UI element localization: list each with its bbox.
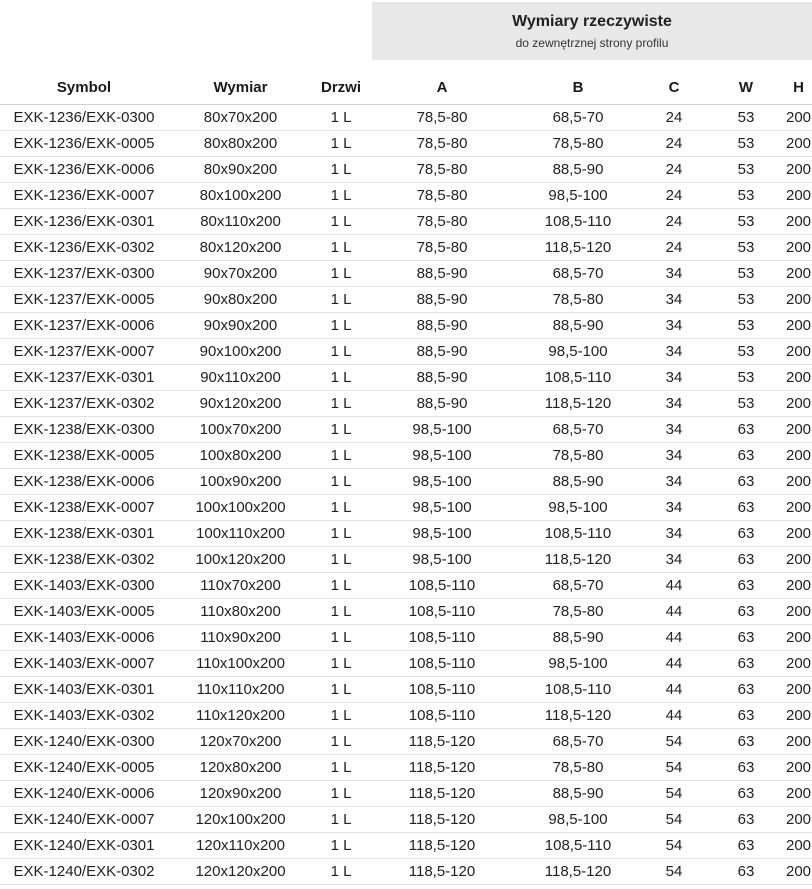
cell-w: 63 [707, 625, 785, 651]
cell-h: 200 [785, 625, 812, 651]
column-header-a: A [436, 78, 448, 96]
cell-c: 34 [641, 495, 707, 521]
cell-b: 118,5-120 [515, 703, 641, 729]
cell-h: 200 [785, 755, 812, 781]
cell-b: 98,5-100 [515, 339, 641, 365]
table-row [0, 703, 812, 729]
table-row [0, 469, 812, 495]
cell-c: 54 [641, 807, 707, 833]
table-row [0, 209, 812, 235]
cell-symbol: EXK-1238/EXK-0301 [0, 521, 168, 547]
cell-b: 68,5-70 [515, 729, 641, 755]
cell-w: 63 [707, 859, 785, 885]
cell-c: 44 [641, 599, 707, 625]
cell-b: 118,5-120 [515, 547, 641, 573]
cell-a: 78,5-80 [369, 131, 515, 157]
cell-a: 108,5-110 [369, 625, 515, 651]
cell-drzwi: 1 L [313, 521, 369, 547]
cell-a: 78,5-80 [369, 209, 515, 235]
cell-a: 118,5-120 [369, 781, 515, 807]
cell-c: 34 [641, 339, 707, 365]
cell-c: 34 [641, 443, 707, 469]
cell-a: 118,5-120 [369, 807, 515, 833]
cell-drzwi: 1 L [313, 287, 369, 313]
cell-wymiar: 110x80x200 [168, 599, 313, 625]
cell-h: 200 [785, 417, 812, 443]
cell-h: 200 [785, 183, 812, 209]
cell-symbol: EXK-1240/EXK-0300 [0, 729, 168, 755]
cell-h: 200 [785, 131, 812, 157]
cell-b: 98,5-100 [515, 807, 641, 833]
cell-b: 118,5-120 [515, 391, 641, 417]
cell-a: 88,5-90 [369, 391, 515, 417]
cell-wymiar: 110x120x200 [168, 703, 313, 729]
cell-c: 34 [641, 417, 707, 443]
cell-symbol: EXK-1236/EXK-0302 [0, 235, 168, 261]
cell-symbol: EXK-1238/EXK-0005 [0, 443, 168, 469]
cell-a: 98,5-100 [369, 469, 515, 495]
cell-w: 53 [707, 313, 785, 339]
cell-wymiar: 90x90x200 [168, 313, 313, 339]
column-header-w: W [738, 78, 754, 96]
column-header-wymiar: Wymiar [213, 78, 268, 96]
column-header-b: B [572, 78, 584, 96]
cell-b: 78,5-80 [515, 599, 641, 625]
cell-wymiar: 90x70x200 [168, 261, 313, 287]
cell-c: 44 [641, 703, 707, 729]
cell-c: 54 [641, 859, 707, 885]
cell-drzwi: 1 L [313, 131, 369, 157]
cell-wymiar: 100x90x200 [168, 469, 313, 495]
cell-symbol: EXK-1236/EXK-0300 [0, 105, 168, 131]
cell-a: 108,5-110 [369, 677, 515, 703]
cell-wymiar: 120x100x200 [168, 807, 313, 833]
cell-drzwi: 1 L [313, 703, 369, 729]
cell-c: 44 [641, 573, 707, 599]
cell-symbol: EXK-1240/EXK-0005 [0, 755, 168, 781]
cell-a: 118,5-120 [369, 833, 515, 859]
cell-a: 88,5-90 [369, 365, 515, 391]
table-row [0, 131, 812, 157]
table-row [0, 547, 812, 573]
table-row [0, 781, 812, 807]
cell-h: 200 [785, 521, 812, 547]
cell-wymiar: 120x70x200 [168, 729, 313, 755]
cell-h: 200 [785, 573, 812, 599]
cell-w: 53 [707, 209, 785, 235]
cell-wymiar: 120x110x200 [168, 833, 313, 859]
dimensions-subtitle: do zewnętrznej strony profilu [515, 36, 669, 50]
cell-drzwi: 1 L [313, 677, 369, 703]
cell-c: 34 [641, 469, 707, 495]
table-row [0, 183, 812, 209]
cell-h: 200 [785, 235, 812, 261]
cell-drzwi: 1 L [313, 391, 369, 417]
cell-a: 118,5-120 [369, 729, 515, 755]
cell-c: 34 [641, 391, 707, 417]
cell-w: 53 [707, 365, 785, 391]
cell-w: 63 [707, 443, 785, 469]
cell-a: 88,5-90 [369, 287, 515, 313]
cell-h: 200 [785, 287, 812, 313]
cell-b: 88,5-90 [515, 157, 641, 183]
cell-c: 34 [641, 521, 707, 547]
cell-w: 63 [707, 729, 785, 755]
cell-wymiar: 100x70x200 [168, 417, 313, 443]
cell-h: 200 [785, 703, 812, 729]
cell-wymiar: 80x70x200 [168, 105, 313, 131]
cell-drzwi: 1 L [313, 209, 369, 235]
cell-symbol: EXK-1237/EXK-0005 [0, 287, 168, 313]
cell-drzwi: 1 L [313, 495, 369, 521]
table-row [0, 755, 812, 781]
cell-c: 24 [641, 183, 707, 209]
cell-symbol: EXK-1238/EXK-0007 [0, 495, 168, 521]
cell-h: 200 [785, 833, 812, 859]
cell-symbol: EXK-1237/EXK-0300 [0, 261, 168, 287]
cell-w: 53 [707, 235, 785, 261]
cell-drzwi: 1 L [313, 547, 369, 573]
cell-h: 200 [785, 105, 812, 131]
cell-b: 118,5-120 [515, 235, 641, 261]
cell-symbol: EXK-1403/EXK-0301 [0, 677, 168, 703]
cell-c: 24 [641, 209, 707, 235]
cell-a: 108,5-110 [369, 651, 515, 677]
dimensions-title: Wymiary rzeczywiste [512, 13, 672, 30]
cell-wymiar: 120x120x200 [168, 859, 313, 885]
cell-wymiar: 100x110x200 [168, 521, 313, 547]
cell-wymiar: 110x90x200 [168, 625, 313, 651]
cell-symbol: EXK-1237/EXK-0302 [0, 391, 168, 417]
cell-w: 53 [707, 287, 785, 313]
cell-b: 108,5-110 [515, 365, 641, 391]
cell-w: 63 [707, 677, 785, 703]
cell-h: 200 [785, 391, 812, 417]
cell-b: 108,5-110 [515, 833, 641, 859]
table-row [0, 157, 812, 183]
cell-symbol: EXK-1238/EXK-0006 [0, 469, 168, 495]
table-row [0, 105, 812, 131]
cell-drzwi: 1 L [313, 729, 369, 755]
cell-wymiar: 80x110x200 [168, 209, 313, 235]
cell-wymiar: 90x120x200 [168, 391, 313, 417]
cell-a: 118,5-120 [369, 755, 515, 781]
table-row [0, 391, 812, 417]
cell-symbol: EXK-1236/EXK-0301 [0, 209, 168, 235]
cell-symbol: EXK-1238/EXK-0300 [0, 417, 168, 443]
cell-symbol: EXK-1240/EXK-0301 [0, 833, 168, 859]
cell-b: 88,5-90 [515, 625, 641, 651]
table-header-row [0, 70, 812, 105]
cell-wymiar: 90x110x200 [168, 365, 313, 391]
cell-c: 44 [641, 677, 707, 703]
cell-symbol: EXK-1240/EXK-0007 [0, 807, 168, 833]
cell-w: 63 [707, 417, 785, 443]
cell-a: 78,5-80 [369, 235, 515, 261]
cell-drzwi: 1 L [313, 573, 369, 599]
table-row [0, 443, 812, 469]
cell-drzwi: 1 L [313, 261, 369, 287]
cell-drzwi: 1 L [313, 105, 369, 131]
table-row [0, 287, 812, 313]
cell-c: 54 [641, 833, 707, 859]
cell-drzwi: 1 L [313, 807, 369, 833]
dimensions-table [0, 70, 812, 885]
cell-w: 63 [707, 599, 785, 625]
cell-w: 63 [707, 833, 785, 859]
cell-wymiar: 100x100x200 [168, 495, 313, 521]
cell-b: 88,5-90 [515, 781, 641, 807]
cell-w: 63 [707, 495, 785, 521]
cell-drzwi: 1 L [313, 417, 369, 443]
cell-symbol: EXK-1237/EXK-0007 [0, 339, 168, 365]
cell-symbol: EXK-1403/EXK-0302 [0, 703, 168, 729]
cell-symbol: EXK-1237/EXK-0006 [0, 313, 168, 339]
table-row [0, 417, 812, 443]
cell-drzwi: 1 L [313, 755, 369, 781]
cell-drzwi: 1 L [313, 651, 369, 677]
cell-c: 44 [641, 625, 707, 651]
cell-w: 63 [707, 755, 785, 781]
cell-wymiar: 80x80x200 [168, 131, 313, 157]
cell-wymiar: 110x70x200 [168, 573, 313, 599]
cell-drzwi: 1 L [313, 235, 369, 261]
cell-b: 78,5-80 [515, 287, 641, 313]
cell-a: 98,5-100 [369, 547, 515, 573]
cell-c: 24 [641, 235, 707, 261]
cell-b: 68,5-70 [515, 105, 641, 131]
table-row [0, 495, 812, 521]
cell-w: 63 [707, 703, 785, 729]
cell-a: 78,5-80 [369, 183, 515, 209]
column-header-symbol: Symbol [56, 78, 112, 96]
table-body [0, 105, 812, 885]
cell-wymiar: 100x80x200 [168, 443, 313, 469]
cell-w: 53 [707, 157, 785, 183]
cell-drzwi: 1 L [313, 339, 369, 365]
table-row [0, 651, 812, 677]
cell-symbol: EXK-1236/EXK-0007 [0, 183, 168, 209]
cell-w: 63 [707, 781, 785, 807]
cell-h: 200 [785, 469, 812, 495]
cell-a: 98,5-100 [369, 495, 515, 521]
cell-drzwi: 1 L [313, 599, 369, 625]
cell-c: 34 [641, 547, 707, 573]
cell-h: 200 [785, 859, 812, 885]
table-row [0, 677, 812, 703]
cell-c: 24 [641, 157, 707, 183]
table-row [0, 859, 812, 885]
cell-b: 88,5-90 [515, 313, 641, 339]
cell-w: 63 [707, 651, 785, 677]
cell-drzwi: 1 L [313, 859, 369, 885]
cell-drzwi: 1 L [313, 469, 369, 495]
cell-wymiar: 90x80x200 [168, 287, 313, 313]
table-row [0, 365, 812, 391]
cell-a: 108,5-110 [369, 573, 515, 599]
cell-symbol: EXK-1403/EXK-0005 [0, 599, 168, 625]
cell-wymiar: 80x100x200 [168, 183, 313, 209]
table-row [0, 261, 812, 287]
cell-symbol: EXK-1240/EXK-0006 [0, 781, 168, 807]
cell-h: 200 [785, 261, 812, 287]
cell-h: 200 [785, 339, 812, 365]
cell-drzwi: 1 L [313, 781, 369, 807]
cell-b: 78,5-80 [515, 443, 641, 469]
cell-b: 98,5-100 [515, 495, 641, 521]
cell-w: 63 [707, 521, 785, 547]
cell-wymiar: 80x120x200 [168, 235, 313, 261]
table-row [0, 521, 812, 547]
cell-b: 78,5-80 [515, 131, 641, 157]
cell-a: 78,5-80 [369, 157, 515, 183]
column-header-drzwi: Drzwi [320, 78, 361, 96]
cell-w: 63 [707, 469, 785, 495]
cell-w: 63 [707, 807, 785, 833]
cell-c: 44 [641, 651, 707, 677]
cell-symbol: EXK-1237/EXK-0301 [0, 365, 168, 391]
cell-b: 108,5-110 [515, 521, 641, 547]
cell-symbol: EXK-1240/EXK-0302 [0, 859, 168, 885]
cell-b: 118,5-120 [515, 859, 641, 885]
cell-a: 118,5-120 [369, 859, 515, 885]
cell-h: 200 [785, 443, 812, 469]
cell-w: 53 [707, 183, 785, 209]
cell-h: 200 [785, 781, 812, 807]
cell-symbol: EXK-1238/EXK-0302 [0, 547, 168, 573]
cell-b: 108,5-110 [515, 677, 641, 703]
cell-h: 200 [785, 677, 812, 703]
cell-c: 34 [641, 261, 707, 287]
cell-c: 54 [641, 729, 707, 755]
cell-h: 200 [785, 313, 812, 339]
cell-h: 200 [785, 599, 812, 625]
cell-a: 108,5-110 [369, 703, 515, 729]
cell-wymiar: 100x120x200 [168, 547, 313, 573]
column-header-c: C [668, 78, 680, 96]
cell-c: 54 [641, 755, 707, 781]
cell-w: 53 [707, 391, 785, 417]
table-row [0, 599, 812, 625]
cell-h: 200 [785, 807, 812, 833]
cell-wymiar: 80x90x200 [168, 157, 313, 183]
cell-a: 78,5-80 [369, 105, 515, 131]
cell-w: 53 [707, 261, 785, 287]
cell-drzwi: 1 L [313, 183, 369, 209]
cell-h: 200 [785, 157, 812, 183]
cell-a: 108,5-110 [369, 599, 515, 625]
cell-symbol: EXK-1403/EXK-0007 [0, 651, 168, 677]
cell-drzwi: 1 L [313, 313, 369, 339]
table-row [0, 235, 812, 261]
cell-w: 53 [707, 339, 785, 365]
cell-wymiar: 110x110x200 [168, 677, 313, 703]
cell-w: 53 [707, 105, 785, 131]
cell-b: 88,5-90 [515, 469, 641, 495]
cell-w: 63 [707, 573, 785, 599]
cell-c: 34 [641, 287, 707, 313]
cell-symbol: EXK-1236/EXK-0006 [0, 157, 168, 183]
cell-wymiar: 120x90x200 [168, 781, 313, 807]
column-header-h: H [793, 78, 804, 96]
cell-c: 24 [641, 105, 707, 131]
table-row [0, 729, 812, 755]
table-row [0, 807, 812, 833]
cell-drzwi: 1 L [313, 157, 369, 183]
cell-symbol: EXK-1403/EXK-0300 [0, 573, 168, 599]
cell-b: 98,5-100 [515, 183, 641, 209]
cell-a: 98,5-100 [369, 521, 515, 547]
cell-drzwi: 1 L [313, 833, 369, 859]
cell-b: 68,5-70 [515, 417, 641, 443]
cell-wymiar: 110x100x200 [168, 651, 313, 677]
cell-a: 88,5-90 [369, 339, 515, 365]
cell-drzwi: 1 L [313, 625, 369, 651]
dimensions-header-band [372, 2, 812, 60]
cell-c: 34 [641, 365, 707, 391]
cell-c: 54 [641, 781, 707, 807]
cell-a: 88,5-90 [369, 261, 515, 287]
table-row [0, 573, 812, 599]
cell-c: 24 [641, 131, 707, 157]
cell-h: 200 [785, 365, 812, 391]
cell-h: 200 [785, 209, 812, 235]
cell-b: 108,5-110 [515, 209, 641, 235]
cell-a: 98,5-100 [369, 443, 515, 469]
cell-symbol: EXK-1236/EXK-0005 [0, 131, 168, 157]
cell-c: 34 [641, 313, 707, 339]
cell-a: 98,5-100 [369, 417, 515, 443]
cell-h: 200 [785, 547, 812, 573]
cell-w: 53 [707, 131, 785, 157]
cell-b: 98,5-100 [515, 651, 641, 677]
cell-h: 200 [785, 495, 812, 521]
cell-b: 78,5-80 [515, 755, 641, 781]
cell-wymiar: 120x80x200 [168, 755, 313, 781]
cell-symbol: EXK-1403/EXK-0006 [0, 625, 168, 651]
table-row [0, 313, 812, 339]
table-row [0, 339, 812, 365]
table-row [0, 625, 812, 651]
cell-b: 68,5-70 [515, 573, 641, 599]
table-row [0, 833, 812, 859]
cell-drzwi: 1 L [313, 365, 369, 391]
cell-w: 63 [707, 547, 785, 573]
cell-a: 88,5-90 [369, 313, 515, 339]
cell-h: 200 [785, 651, 812, 677]
cell-wymiar: 90x100x200 [168, 339, 313, 365]
cell-drzwi: 1 L [313, 443, 369, 469]
cell-b: 68,5-70 [515, 261, 641, 287]
cell-h: 200 [785, 729, 812, 755]
